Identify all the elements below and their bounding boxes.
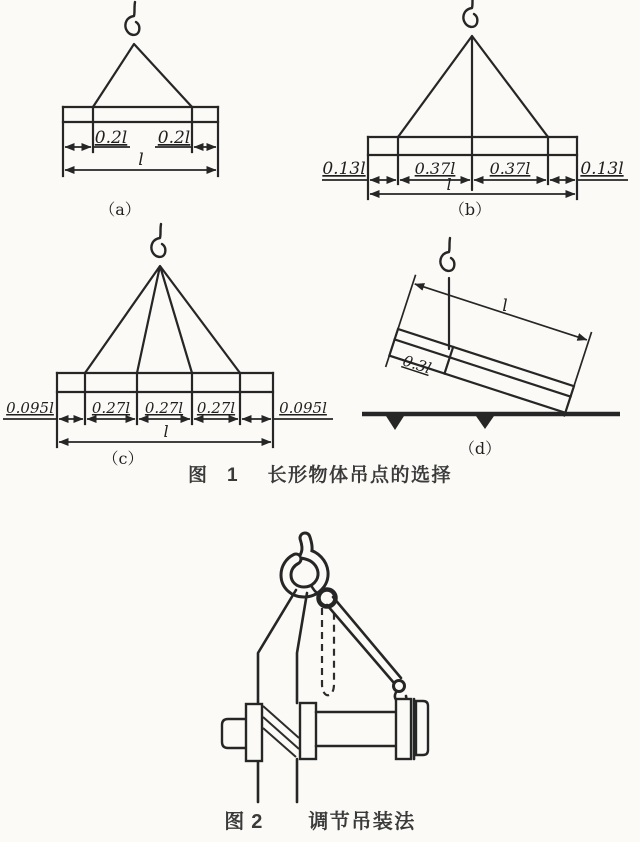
figure2-caption-title: 调节吊装法	[308, 811, 416, 833]
label-d: （d）	[458, 439, 502, 458]
dim-b-left-end: 0.13l	[322, 159, 366, 179]
dim-b-right-end: 0.13l	[580, 159, 624, 179]
diagram-c	[3, 224, 333, 468]
crane-hook-icon	[125, 2, 139, 35]
crane-hook-icon	[151, 224, 165, 257]
strap-hatching	[263, 706, 299, 757]
support-triangle	[386, 416, 404, 430]
large-hook-highlight	[286, 538, 323, 592]
shaft-journal	[222, 719, 247, 748]
label-a: （a）	[99, 200, 141, 219]
right-flange	[300, 703, 316, 759]
dim-c-seg2: 0.27l	[144, 399, 184, 417]
dim-a-total: l	[138, 150, 144, 170]
diagram-a	[63, 2, 218, 219]
figure1-caption-prefix: 图	[187, 465, 207, 486]
support-triangle	[476, 416, 494, 429]
adjuster-eye	[394, 681, 405, 692]
adjuster-bar	[327, 597, 401, 683]
figure1-caption-number: 1	[226, 465, 238, 486]
diagram-d	[362, 238, 620, 458]
crane-hook-icon	[463, 0, 477, 27]
dim-c-left-end: 0.095l	[6, 399, 54, 417]
dim-c-right-end: 0.095l	[279, 399, 327, 417]
dim-d-length: l	[502, 296, 508, 316]
dim-d-hitch: 0.3l	[400, 351, 434, 378]
diagram-b	[322, 0, 628, 219]
crane-hook-icon	[440, 238, 454, 271]
figure2-caption-number: 2	[251, 811, 263, 833]
end-cap	[416, 701, 428, 755]
end-plate	[396, 699, 411, 759]
figure2-caption-prefix: 图	[224, 811, 245, 833]
dim-b-total: l	[446, 175, 452, 194]
figure2-caption	[0, 805, 640, 834]
dim-c-seg3: 0.27l	[196, 399, 236, 417]
dim-b-left-mid: 0.37l	[414, 159, 456, 178]
figure1-caption	[0, 460, 640, 487]
dim-a-right: 0.2l	[157, 128, 191, 148]
dim-c-seg1: 0.27l	[91, 399, 131, 417]
left-flange	[246, 704, 262, 761]
hidden-rope-loop	[322, 608, 334, 695]
dim-b-right-mid: 0.37l	[489, 159, 531, 178]
figure1-caption-title: 长形物体吊点的选择	[267, 465, 453, 486]
dim-c-total: l	[163, 422, 169, 441]
figure2-drawing	[222, 538, 428, 802]
label-c: （c）	[102, 449, 144, 468]
tilted-beam	[386, 275, 592, 424]
shaft-body	[316, 712, 396, 746]
label-b: （b）	[448, 200, 492, 219]
sling-strap	[258, 590, 307, 704]
dim-a-left: 0.2l	[94, 128, 128, 148]
